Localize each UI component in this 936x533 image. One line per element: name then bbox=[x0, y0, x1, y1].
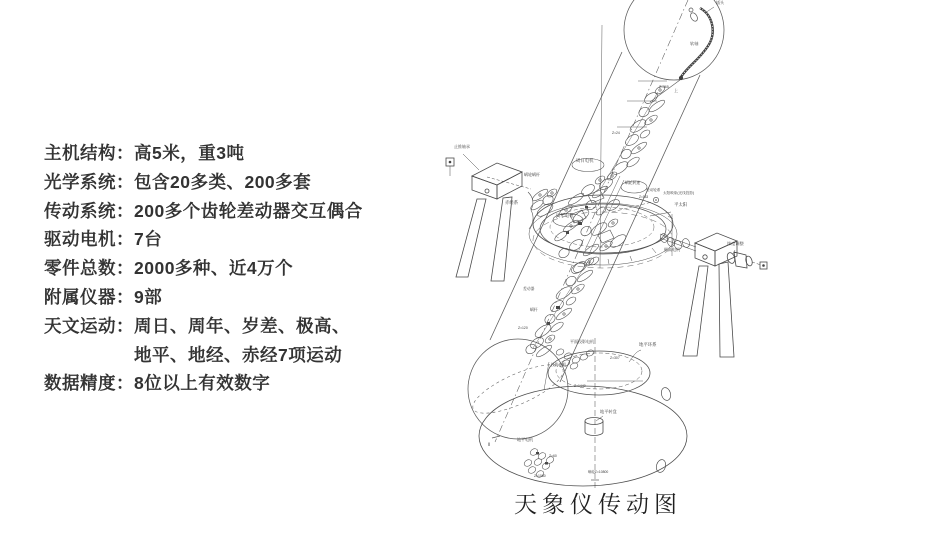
spec-value: 7台 bbox=[134, 229, 163, 250]
gearbox-blocks bbox=[536, 190, 614, 465]
spec-value: 周日、周年、岁差、极高、 bbox=[134, 315, 350, 336]
diagram-label: 蜗轮蜗杆 bbox=[524, 172, 540, 177]
spec-label: 零件总数： bbox=[44, 258, 134, 279]
left-tripod bbox=[446, 154, 533, 281]
diagram-label: 平面投影电机 bbox=[570, 339, 594, 344]
diagram-label: 周年电机 bbox=[556, 213, 574, 218]
latitude-coupling bbox=[734, 252, 747, 268]
diagram-label: Ⅱ bbox=[488, 442, 491, 447]
pedestal bbox=[585, 418, 603, 436]
spec-value: 包含20多类、200多套 bbox=[134, 171, 312, 192]
instrument-body bbox=[467, 0, 724, 442]
spec-label: 驱动电机： bbox=[44, 229, 134, 250]
polar-axis-centerline bbox=[495, 0, 688, 442]
diagram-label: 蜗轮Z=10800 bbox=[588, 470, 609, 474]
diagram-label: 差动轮系 bbox=[646, 188, 661, 192]
diagram-label: 赤经系 bbox=[505, 200, 519, 205]
spec-label: 光学系统： bbox=[44, 171, 134, 192]
spec-value: 9部 bbox=[134, 286, 163, 307]
spec-value: 高5米，重3吨 bbox=[134, 143, 245, 163]
spec-value: 地平、地经、赤经7项运动 bbox=[134, 344, 343, 365]
diagram-label: Z=120 bbox=[518, 326, 528, 330]
spec-label: 附属仪器： bbox=[44, 286, 134, 307]
diagram-label: 软轴 bbox=[690, 41, 699, 46]
diagram-label: Z=1080 bbox=[534, 474, 546, 478]
ra-system-brace bbox=[528, 192, 533, 229]
diagram-label: 纬度调整 bbox=[727, 241, 744, 246]
spec-value: 200多个齿轮差动器交互偶合 bbox=[134, 200, 363, 221]
diagram-label: 差动器 bbox=[523, 287, 535, 291]
diagram-label: 地平电机 bbox=[517, 437, 533, 442]
diagram-label: Z=365 bbox=[659, 85, 669, 89]
diagram-label: 蜗轮转速 bbox=[625, 181, 641, 185]
diagram-label: Z=1440 bbox=[574, 384, 586, 388]
right-tripod bbox=[683, 233, 767, 357]
diagram-label: Z=307 bbox=[610, 356, 620, 360]
diagram-label: 周日电机 bbox=[576, 158, 594, 163]
diagram-label: 投影电机 bbox=[551, 363, 567, 367]
diagram-label: 地平转盘 bbox=[600, 409, 617, 414]
gear-train bbox=[523, 84, 691, 478]
base-ring bbox=[479, 386, 687, 486]
diagram-label: 止推轴承 bbox=[454, 144, 470, 149]
horizon-ring bbox=[548, 351, 650, 395]
spec-label: 数据精度： bbox=[44, 373, 134, 394]
diagram-label: Z=60 bbox=[549, 454, 557, 458]
spec-label: 天文运动： bbox=[44, 315, 134, 336]
diagram-label: 插头 bbox=[716, 0, 724, 5]
diagram-caption: 天象仪传动图 bbox=[514, 492, 682, 518]
spec-value: 2000多种、近4万个 bbox=[134, 258, 294, 279]
diagram-label: Z=183 bbox=[639, 195, 649, 199]
spec-value: 8位以上有效数字 bbox=[134, 373, 271, 394]
diagram-label: 太阳映象(光线投影) bbox=[663, 191, 695, 195]
upper-star-ball bbox=[624, 0, 724, 80]
diagram-label: 平太阳 bbox=[674, 202, 688, 207]
diagram-label: 地平环系 bbox=[639, 342, 657, 347]
spec-label: 主机结构： bbox=[44, 143, 134, 163]
spec-label: 传动系统： bbox=[44, 200, 134, 221]
vertical-azimuth-axis bbox=[600, 25, 602, 268]
diagram-label: 极高电机 bbox=[664, 247, 680, 252]
diagram-label: 蜗杆 bbox=[530, 308, 538, 312]
diagram-label: Z=24 bbox=[612, 131, 620, 135]
diagram-label: 上 bbox=[674, 88, 678, 93]
